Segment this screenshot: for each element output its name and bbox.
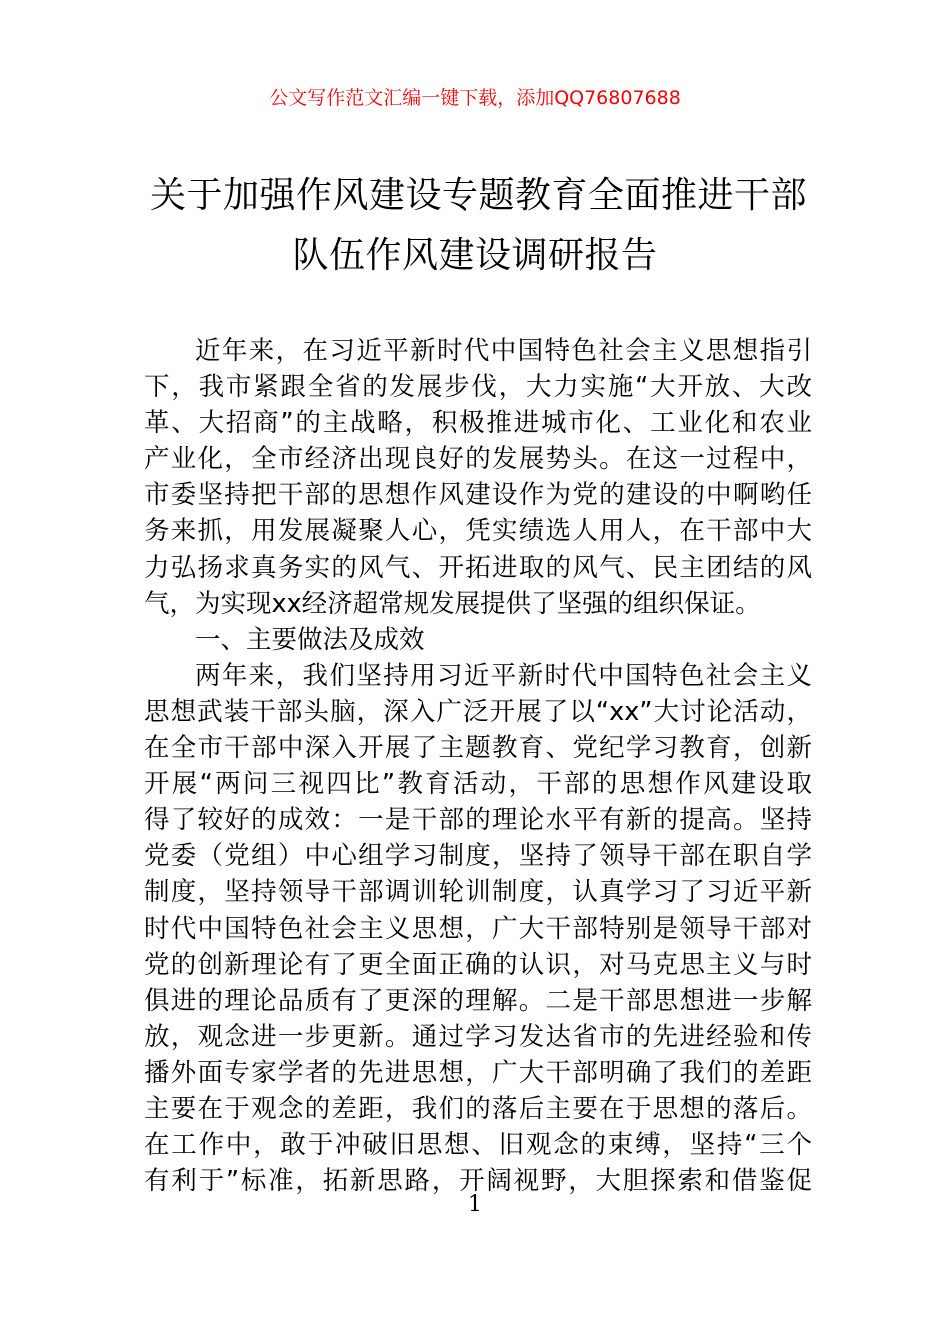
text-line: 两年来，我们坚持用习近平新时代中国特色社会主义 [195,660,812,691]
text-line: 开展“两问三视四比”教育活动，干部的思想作风建设取 [144,769,812,800]
paragraph-intro [144,333,812,622]
text-line: 产业化，全市经济出现良好的发展势头。在这一过程中， [144,444,812,475]
text-line: 播外面专家学者的先进思想，广大干部明确了我们的差距 [144,1057,812,1088]
text-line: 党的创新理论有了更全面正确的认识，对马克思主义与时 [144,949,812,980]
title-line-2: 队伍作风建设调研报告 [292,235,658,276]
text-line: 在工作中，敢于冲破旧思想、旧观念的束缚，坚持“三个 [144,1130,812,1161]
header-download-note: 公文写作范文汇编一键下载，添加QQ76807688 [269,87,681,109]
section-heading: 一、主要做法及成效 [195,624,425,655]
paragraph-practices [144,658,812,1199]
text-line: 近年来，在习近平新时代中国特色社会主义思想指引 [195,336,812,366]
text-line: 力弘扬求真务实的风气、开拓进取的风气、民主团结的风 [144,552,812,583]
text-line: 俱进的理论品质有了更深的理解。二是干部思想进一步解 [144,985,812,1016]
page-number: 1 [468,1192,482,1217]
text-line: 时代中国特色社会主义思想，广大干部特别是领导干部对 [144,913,812,944]
text-line: 市委坚持把干部的思想作风建设作为党的建设的中啊哟任 [144,480,812,511]
text-line: 气，为实现xx经济超常规发展提供了坚强的组织保证。 [144,588,761,619]
text-line: 下，我市紧跟全省的发展步伐，大力实施“大开放、大改 [144,372,812,403]
text-line: 有利于”标准，拓新思路，开阔视野，大胆探索和借鉴促 [144,1166,812,1197]
text-line: 主要在于观念的差距，我们的落后主要在于思想的落后。 [144,1093,812,1124]
text-line: 在全市干部中深入开展了主题教育、党纪学习教育，创新 [144,733,812,764]
text-line: 制度，坚持领导干部调训轮训制度，认真学习了习近平新 [144,877,812,908]
text-line: 务来抓，用发展凝聚人心，凭实绩选人用人，在干部中大 [144,516,812,547]
text-line: 党委（党组）中心组学习制度，坚持了领导干部在职自学 [144,841,812,872]
text-line: 革、大招商”的主战略，积极推进城市化、工业化和农业 [144,408,812,439]
text-line: 思想武装干部头脑，深入广泛开展了以“xx”大讨论活动， [144,696,812,727]
document-body [144,333,812,1199]
text-line: 得了较好的成效：一是干部的理论水平有新的提高。坚持 [144,805,812,836]
document-title [150,166,808,286]
text-line: 放，观念进一步更新。通过学习发达省市的先进经验和传 [144,1021,812,1052]
title-line-1: 关于加强作风建设专题教育全面推进干部 [150,175,808,216]
